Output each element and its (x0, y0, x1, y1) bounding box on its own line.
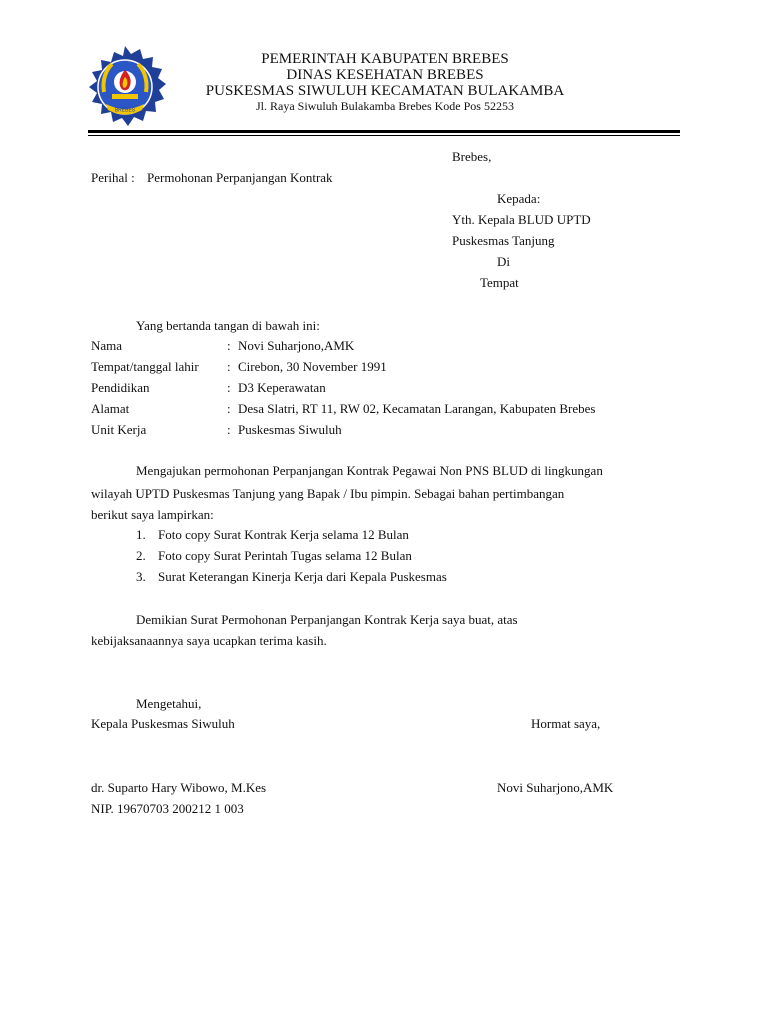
letterhead-line-1: PEMERINTAH KABUPATEN BREBES (261, 51, 509, 67)
attachment-number: 1. (136, 527, 146, 542)
intro-text: Yang bertanda tangan di bawah ini: (136, 318, 320, 333)
recipient-kepada: Kepada: (497, 191, 541, 206)
identity-colon: : (227, 380, 231, 395)
letterhead-divider-thick (88, 130, 680, 133)
identity-value-pendidikan: D3 Keperawatan (238, 380, 326, 395)
closing-line-1: Demikian Surat Permohonan Perpanjangan Kontrak Kerja saya buat, atas (136, 612, 518, 627)
attachment-number: 3. (136, 569, 146, 584)
signature-left-title: Kepala Puskesmas Siwuluh (91, 716, 235, 731)
recipient-line-2: Puskesmas Tanjung (452, 233, 555, 248)
letterhead-line-2: DINAS KESEHATAN BREBES (286, 67, 484, 83)
letterhead-line-3: PUSKESMAS SIWULUH KECAMATAN BULAKAMBA (205, 83, 565, 99)
identity-label-pendidikan: Pendidikan (91, 380, 150, 395)
identity-colon: : (227, 422, 231, 437)
attachment-item: Foto copy Surat Perintah Tugas selama 12 Bulan (158, 548, 412, 563)
identity-label-alamat: Alamat (91, 401, 130, 416)
brebes-logo-icon (82, 44, 168, 130)
identity-value-ttl: Cirebon, 30 November 1991 (238, 359, 387, 374)
attachment-item: Foto copy Surat Kontrak Kerja selama 12 Bulan (158, 527, 409, 542)
subject-text: Permohonan Perpanjangan Kontrak (147, 170, 333, 185)
identity-colon: : (227, 338, 231, 353)
closing-line-2: kebijaksanaannya saya ucapkan terima kasih. (91, 633, 327, 648)
identity-value-alamat: Desa Slatri, RT 11, RW 02, Kecamatan Larangan, Kabupaten Brebes (238, 401, 596, 416)
subject-label: Perihal : (91, 170, 135, 185)
place-date: Brebes, (452, 149, 492, 164)
body-line-2: wilayah UPTD Puskesmas Tanjung yang Bapak / Ibu pimpin. Sebagai bahan pertimbangan (91, 486, 565, 501)
identity-value-unit-kerja: Puskesmas Siwuluh (238, 422, 342, 437)
signature-left-name: dr. Suparto Hary Wibowo, M.Kes (91, 780, 267, 795)
recipient-line-1: Yth. Kepala BLUD UPTD (452, 212, 591, 227)
identity-colon: : (227, 359, 231, 374)
body-line-1: Mengajukan permohonan Perpanjangan Kontrak Pegawai Non PNS BLUD di lingkungan (136, 463, 603, 478)
signature-left-nip: NIP. 19670703 200212 1 003 (91, 801, 244, 816)
letterhead-divider-thin (88, 135, 680, 136)
identity-label-unit-kerja: Unit Kerja (91, 422, 147, 437)
recipient-tempat: Tempat (480, 275, 519, 290)
logo-lettering: BREBES (114, 107, 136, 114)
attachment-item: Surat Keterangan Kinerja Kerja dari Kepala Puskesmas (158, 569, 447, 584)
signature-mengetahui: Mengetahui, (136, 696, 202, 711)
attachment-number: 2. (136, 548, 146, 563)
identity-value-nama: Novi Suharjono,AMK (238, 338, 355, 353)
identity-colon: : (227, 401, 231, 416)
identity-label-nama: Nama (91, 338, 123, 353)
identity-label-ttl: Tempat/tanggal lahir (91, 359, 199, 374)
body-line-3: berikut saya lampirkan: (91, 507, 214, 522)
recipient-di: Di (497, 254, 510, 269)
signature-right-name: Novi Suharjono,AMK (497, 780, 614, 795)
signature-right-title: Hormat saya, (531, 716, 601, 731)
letterhead-address: Jl. Raya Siwuluh Bulakamba Brebes Kode Pos 52253 (256, 99, 514, 113)
